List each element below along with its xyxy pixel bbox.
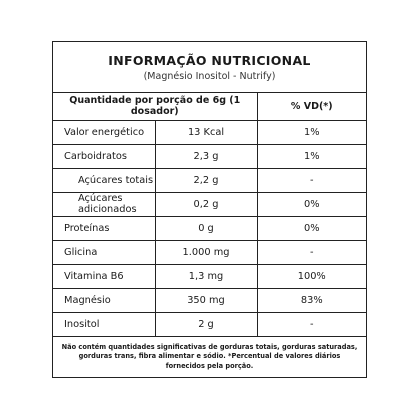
nutrition-facts-label xyxy=(52,41,367,378)
nutrient-vd: 1% xyxy=(257,144,366,168)
nutrient-name: Valor energético xyxy=(53,120,155,144)
nutrient-name: Açúcares adicionados xyxy=(53,192,155,216)
nutrient-name: Proteínas xyxy=(53,216,155,240)
label-title: INFORMAÇÃO NUTRICIONAL xyxy=(108,53,311,68)
nutrient-amount: 0,2 g xyxy=(155,192,257,216)
table-row xyxy=(53,216,366,240)
nutrient-amount: 0 g xyxy=(155,216,257,240)
nutrient-vd: 0% xyxy=(257,216,366,240)
nutrient-vd: - xyxy=(257,168,366,192)
nutrient-vd: 0% xyxy=(257,192,366,216)
nutrient-name: Magnésio xyxy=(53,288,155,312)
nutrient-name: Açúcares totais xyxy=(53,168,155,192)
product-subtitle: (Magnésio Inositol - Nutrify) xyxy=(143,71,276,82)
table-row xyxy=(53,240,366,264)
nutrient-amount: 2,2 g xyxy=(155,168,257,192)
nutrient-amount: 1.000 mg xyxy=(155,240,257,264)
label-footnote: Não contém quantidades significativas de gorduras totais, gorduras saturadas, gorduras trans, fibra alimentar e sódio. *Percentual de valores diários fornecidos pela porção. xyxy=(61,342,358,370)
table-row xyxy=(53,288,366,312)
table-row xyxy=(53,168,366,192)
nutrient-amount: 13 Kcal xyxy=(155,120,257,144)
table-row xyxy=(53,312,366,336)
nutrition-table xyxy=(53,93,366,337)
table-row xyxy=(53,264,366,288)
nutrient-name: Carboidratos xyxy=(53,144,155,168)
nutrient-amount: 1,3 mg xyxy=(155,264,257,288)
nutrient-vd: 100% xyxy=(257,264,366,288)
table-row xyxy=(53,144,366,168)
table-row xyxy=(53,192,366,216)
nutrient-amount: 2,3 g xyxy=(155,144,257,168)
portion-header: Quantidade por porção de 6g (1 dosador) xyxy=(53,93,257,120)
nutrient-name: Inositol xyxy=(53,312,155,336)
nutrient-vd: 1% xyxy=(257,120,366,144)
nutrient-vd: - xyxy=(257,312,366,336)
table-row xyxy=(53,120,366,144)
nutrient-vd: 83% xyxy=(257,288,366,312)
nutrient-name: Glicina xyxy=(53,240,155,264)
nutrient-amount: 350 mg xyxy=(155,288,257,312)
label-header xyxy=(53,42,366,93)
table-header-row xyxy=(53,93,366,120)
nutrient-vd: - xyxy=(257,240,366,264)
vd-header: % VD(*) xyxy=(257,93,366,120)
nutrient-name: Vitamina B6 xyxy=(53,264,155,288)
nutrient-amount: 2 g xyxy=(155,312,257,336)
